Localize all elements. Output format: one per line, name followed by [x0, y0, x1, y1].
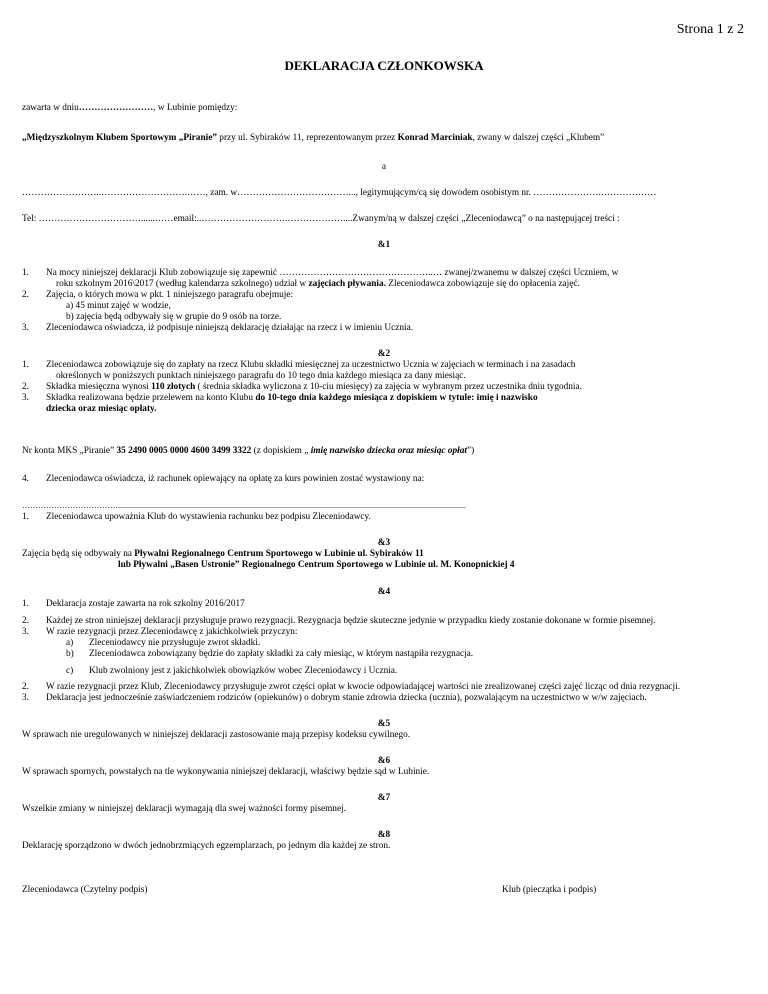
section-2-item-2	[46, 382, 582, 393]
intro-date-line	[22, 103, 237, 114]
intro-contact-line: Tel: ……………………………......……email:..……………………….………………....Zwanym/ną w dalszej części „Zleceniodawcą” o na następującej treści :	[22, 214, 620, 224]
text: Składka realizowana będzie przelewem na konto Klubu	[46, 393, 256, 403]
section-1-item-3: Zleceniodawca oświadcza, iż podpisuje niniejszą deklarację działając na rzecz i w imieniu Ucznia.	[46, 323, 414, 333]
section-1-item-2: Zajęcia, o których mowa w pkt. 1 niniejszego paragrafu obejmuje:	[46, 290, 294, 300]
section-heading-8: &8	[377, 830, 391, 840]
item-number: 1.	[22, 512, 29, 522]
section-1-item-1: Na mocy niniejszej deklaracji Klub zobowiązuje się zapewnić …………………………………………..… zwanej/zwanemu w dalszej części Uczniem, w	[46, 268, 619, 278]
section-heading-2: &2	[377, 349, 391, 359]
item-number: 2.	[22, 382, 29, 392]
section-2-item-1-cont: określonych w poniższych punktach niniejszego paragrafu do 10 tego dnia każdego miesiąca za dany miesiąc.	[56, 371, 466, 381]
section-heading-6: &6	[377, 756, 391, 766]
text: ”)	[466, 446, 475, 456]
section-4-item-3a: Zleceniodawcy nie przysługuje zwrot składki.	[89, 638, 261, 648]
section-2-item-3-cont: dziecka oraz miesiąc opłaty.	[46, 404, 157, 414]
text: zawarta w dniu	[22, 103, 79, 113]
section-heading-4: &4	[377, 587, 391, 597]
section-4-item-3: W razie rezygnacji przez Zleceniodawcę z jakichkolwiek przyczyn:	[46, 627, 298, 637]
text: Nr konta MKS „Piranie”	[22, 446, 117, 456]
bank-account-line	[22, 446, 474, 457]
client-signature-label: Zleceniodawca (Czytelny podpis)	[22, 885, 148, 895]
text: Składka miesięczna wynosi	[46, 382, 152, 392]
venue-1: Pływalni Regionalnego Centrum Sportowego w Lubinie ul. Sybiraków 11	[134, 549, 424, 559]
section-6-text: W sprawach spornych, powstałych na tle wykonywania niniejszej deklaracji, właściwy będzie sąd w Lubinie.	[22, 767, 430, 777]
section-1-item-2a: a) 45 minut zajęć w wodzie,	[66, 301, 171, 311]
text: przy ul. Sybiraków 11, reprezentowanym przez	[216, 133, 398, 143]
section-3-line-2: lub Pływalni „Basen Ustronie” Regionalnego Centrum Sportowego w Lubinie ul. M. Konopnickiej 4	[118, 560, 515, 570]
section-2-item-1: Zleceniodawca zobowiązuje się do zapłaty na rzecz Klubu składki miesięcznej za uczestnictwo Ucznia w zajęciach w terminach i na zasadach	[46, 360, 576, 370]
text: imię nazwisko dziecka oraz miesiąc opłat	[310, 446, 467, 456]
section-8-text: Deklarację sporządzono w dwóch jednobrzmiących egzemplarzach, po jednym dla każdej ze stron.	[22, 841, 391, 851]
item-number: 1.	[22, 360, 29, 370]
item-number: 3.	[22, 627, 29, 637]
item-letter: a)	[66, 638, 74, 648]
text: (z dopiskiem „	[251, 446, 311, 456]
text: roku szkolnym 2016\2017 (według kalendarza szkolnego) udział w	[56, 279, 309, 289]
section-7-text: Wszelkie zmiany w niniejszej deklaracji wymagają dla swej ważności formy pisemnej.	[22, 804, 346, 814]
section-4-item-2: Każdej ze stron niniejszej deklaracji przysługuje prawo rezygnacji. Rezygnacja będzie skuteczne jedynie w przypadku kiedy zostanie dokonane w formie pisemnej.	[46, 616, 656, 626]
date-blank: ……………………	[78, 103, 154, 113]
item-letter: b)	[66, 649, 74, 659]
section-4-item-3b: Zleceniodawca zobowiązany będzie do zapłaty składki za cały miesiąc, w którym nastąpiła rezygnacja.	[89, 649, 474, 659]
item-number: 1.	[22, 599, 29, 609]
item-number: 1.	[22, 268, 29, 278]
section-3-line-1	[22, 549, 424, 560]
item-number: 2.	[22, 616, 29, 626]
section-5-text: W sprawach nie uregulowanych w niniejszej deklaracji zastosowanie mają przepisy kodeksu cywilnego.	[22, 730, 411, 740]
intro-client-line: ……………………..……………………….……, zam. w………………………………..., legitymującym/cą się dowodem osobistym nr. ………………….………………	[22, 188, 657, 198]
intro-club-line	[22, 133, 604, 144]
text: do 10-tego dnia każdego miesiąca z dopiskiem w tytule: imię i nazwisko	[255, 393, 538, 403]
item-number: 4.	[22, 474, 29, 484]
section-2-item-3	[46, 393, 538, 404]
item-letter: c)	[66, 666, 74, 676]
text: ( średnia składka wyliczona z 10-ciu miesięcy) za zajęcia w wybranym przez uczestnika dniu tygodnia.	[195, 382, 582, 392]
section-heading-3: &3	[377, 538, 391, 548]
section-heading-1: &1	[377, 240, 391, 250]
club-signature-label: Klub (pieczątka i podpis)	[502, 885, 597, 895]
text: , zwany w dalszej części „Klubem”	[472, 133, 605, 143]
section-1-item-1-cont	[56, 279, 580, 290]
section-2-item-5: Zleceniodawca upoważnia Klub do wystawienia rachunku bez podpisu Zleceniodawcy.	[46, 512, 371, 522]
text: Zajęcia będą się odbywały na	[22, 549, 135, 559]
section-4-item-5: Deklaracja jest jednocześnie zaświadczeniem rodziców (opiekunów) o dobrym stanie zdrowia dziecka (ucznia), pozwalającym na uczestnictwo w w/w zajęciach.	[46, 693, 647, 703]
item-number: 3.	[22, 323, 29, 333]
fee-amount: 110 złotych	[151, 382, 196, 392]
account-number: 35 2490 0005 0000 4600 3499 3322	[116, 446, 252, 456]
item-number: 3.	[22, 393, 29, 403]
section-heading-5: &5	[377, 719, 391, 729]
item-number: 3.	[22, 693, 29, 703]
representative-name: Konrad Marciniak	[397, 133, 473, 143]
intro-and: a	[381, 162, 387, 172]
section-1-item-2b: b) zajęcia będą odbywały się w grupie do 9 osób na torze.	[66, 312, 282, 322]
section-4-item-1: Deklaracja zostaje zawarta na rok szkolny 2016/2017	[46, 599, 245, 609]
invoice-blank-line: ………………………………..............................................................................................................................................................................	[22, 501, 466, 510]
text: Zleceniodawca zobowiązuje się do opłacenia zajęć.	[385, 279, 580, 289]
item-number: 2.	[22, 290, 29, 300]
text: zajęciach pływania.	[308, 279, 386, 289]
document-title: DEKLARACJA CZŁONKOWSKA	[284, 58, 484, 73]
page-number: Strona 1 z 2	[676, 22, 744, 37]
text: , w Lubinie pomiędzy:	[153, 103, 238, 113]
section-heading-7: &7	[377, 793, 391, 803]
section-4-item-4: W razie rezygnacji przez Klub, Zleceniodawcy przysługuje zwrot części opłat w kwocie odpowiadającej wartości nie zrealizowanej części zajęć licząc od dnia rezygnacji.	[46, 682, 681, 692]
item-number: 2.	[22, 682, 29, 692]
section-2-item-4: Zleceniodawca oświadcza, iż rachunek opiewający na opłatę za kurs powinien zostać wystawiony na:	[46, 474, 425, 484]
club-name: „Międzyszkolnym Klubem Sportowym „Piranie”	[22, 133, 217, 143]
section-4-item-3c: Klub zwolniony jest z jakichkolwiek obowiązków wobec Zleceniodawcy i Ucznia.	[89, 666, 398, 676]
